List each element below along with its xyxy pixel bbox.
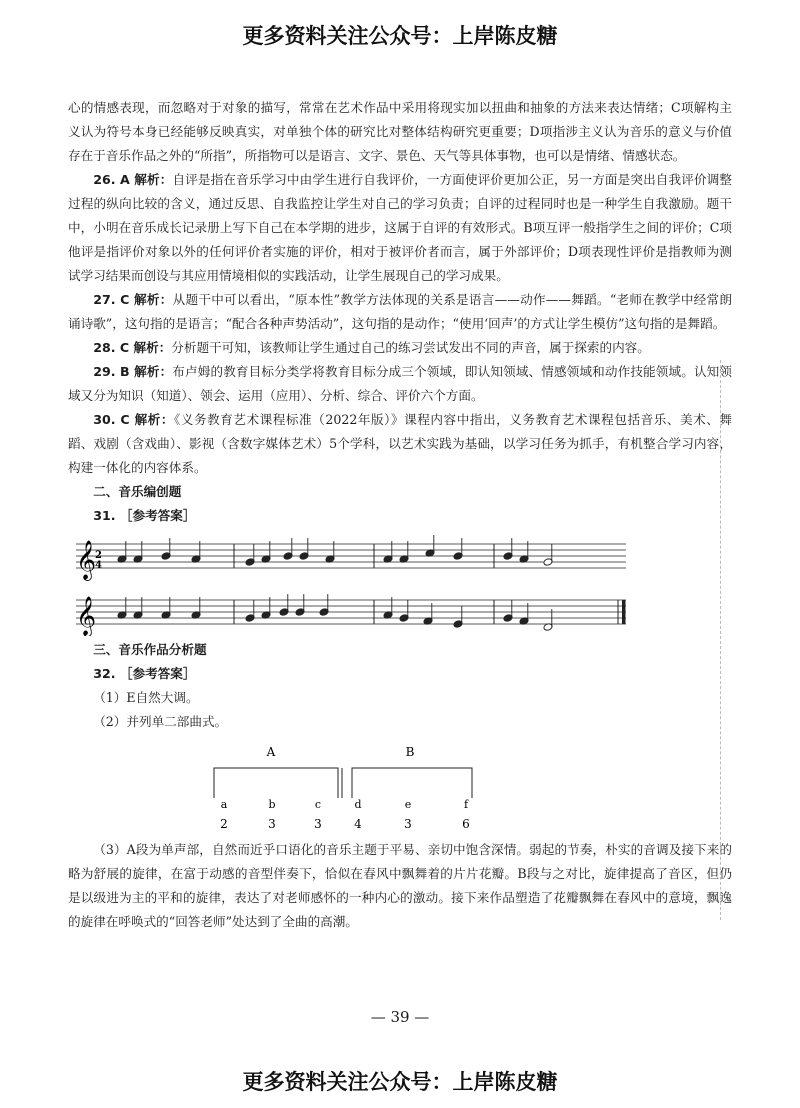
page-header-banner: 更多资料关注公众号：上岸陈皮糖: [242, 24, 558, 48]
answer-27: [68, 288, 732, 336]
answer-label: 30. C 解析：: [93, 412, 174, 427]
answer-text: 《义务教育艺术课程标准（2022年版）》课程内容中指出，义务教育艺术课程包括音乐、美术、舞蹈、戏剧（含戏曲）、影视（含数字媒体艺术）5个学科，以艺术实践为基础，以学习任务为抓手，有机整合学习内容，构建一体化的内容体系。: [68, 412, 732, 475]
section-heading-composition: 二、音乐编创题: [93, 484, 182, 499]
answer-26: [68, 168, 732, 288]
section-a-bracket: [214, 768, 338, 798]
answer-label: 26. A 解析：: [93, 172, 173, 187]
bar-count: 2: [220, 817, 228, 831]
answer-text: 从题干中可以看出，“原本性”教学方法体现的关系是语言——动作——舞蹈。“老师在教学中经常朗诵诗歌”，这句指的是语言；“配合各种声势活动”，这句指的是动作；“使用‘回声’的方式让学生模仿”这句指的是舞蹈。: [68, 292, 732, 331]
bar-count: 3: [314, 817, 322, 831]
page-number: — 39 —: [370, 1008, 430, 1026]
answer-label: 28. C 解析：: [93, 340, 172, 355]
answer-32-1: （1）E自然大调。: [93, 690, 199, 705]
time-signature-bottom: 4: [95, 560, 102, 571]
section-b-label: B: [405, 745, 415, 759]
answer-text: 分析题干可知，该教师让学生通过自己的练习尝试发出不同的声音，属于探索的内容。: [171, 340, 650, 355]
page-footer-banner: 更多资料关注公众号：上岸陈皮糖: [242, 1070, 558, 1094]
treble-clef-icon: 𝄞: [76, 540, 97, 580]
question-31-heading: 31. ［参考答案］: [93, 508, 196, 523]
answer-32-2: （2）并列单二部曲式。: [93, 714, 228, 729]
score-svg: [74, 532, 634, 636]
answer-32-3: （3）A段为单声部，自然而近乎口语化的音乐主题于平易、亲切中饱含深情。弱起的节奏，朴实的音调及接下来的略为舒展的旋律，在富于动感的音型伴奏下，恰似在春风中飘舞着的片片花瓣。B段与之对比，旋律提高了音区，但仍是以级进为主的平和的旋律，表达了对老师感怀的一种内心的激动。接下来作品塑造了花瓣飘舞在春风中的意境，飘逸的旋律在呼唤式的“回答老师”处达到了全曲的高潮。: [68, 842, 732, 929]
section-heading-analysis: 三、音乐作品分析题: [93, 642, 207, 657]
section-b-bracket: [352, 768, 472, 798]
intro-paragraph: 心的情感表现，而忽略对于对象的描写，常常在艺术作品中采用将现实加以扭曲和抽象的方法来表达情绪；C项解构主义认为符号本身已经能够反映真实，对单独个体的研究比对整体结构研究更重要；D项指涉主义认为音乐的意义与价值存在于音乐作品之外的“所指”，所指物可以是语言、文字、景色、天气等具体事物，也可以是情绪、情感状态。: [68, 100, 732, 163]
bar-count: 4: [354, 817, 362, 831]
binding-margin-line: [720, 360, 721, 920]
answer-text: 布卢姆的教育目标分类学将教育目标分成三个领域，即认知领域、情感领域和动作技能领域。认知领域又分为知识（知道）、领会、运用（应用）、分析、综合、评价六个方面。: [68, 364, 732, 403]
section-a-label: A: [266, 745, 276, 759]
time-signature-top: 2: [95, 550, 102, 561]
phrase-label: b: [268, 798, 276, 811]
answer-label: 29. B 解析：: [93, 364, 173, 379]
bar-count: 6: [462, 817, 470, 831]
question-32-heading: 32. ［参考答案］: [93, 666, 196, 681]
phrase-label: f: [463, 798, 469, 811]
answer-label: 27. C 解析：: [93, 292, 173, 307]
treble-clef-icon: 𝄞: [76, 596, 97, 636]
bar-count: 3: [404, 817, 412, 831]
staff-line-2: [76, 594, 626, 636]
phrase-label: a: [220, 798, 228, 811]
answer-30: [68, 408, 732, 480]
answer-content: [68, 96, 732, 934]
bar-count: 3: [268, 817, 276, 831]
phrase-label: d: [354, 798, 362, 811]
staff-line-1: [76, 535, 626, 581]
form-structure-diagram: [208, 740, 732, 832]
phrase-label: e: [404, 798, 412, 811]
form-diagram-svg: [208, 740, 488, 832]
answer-28: [68, 336, 732, 360]
music-score: [74, 532, 732, 636]
answer-29: [68, 360, 732, 408]
phrase-label: c: [314, 798, 322, 811]
final-barline: [622, 600, 626, 624]
answer-text: 自评是指在音乐学习中由学生进行自我评价，一方面使评价更加公正，另一方面是突出自我评价调整过程的纵向比较的含义，通过反思、自我监控让学生对自己的学习负责；自评的过程同时也是一种学生自我激励。题干中，小明在音乐成长记录册上写下自己在本学期的进步，这属于自评的有效形式。B项互评一般指学生之间的评价；C项他评是指评价对象以外的任何评价者实施的评价，相对于被评价者而言，属于外部评价；D项表现性评价是指教师为测试学习结果而创设与其应用情境相似的实践活动，让学生展现自己的学习成果。: [68, 172, 733, 283]
